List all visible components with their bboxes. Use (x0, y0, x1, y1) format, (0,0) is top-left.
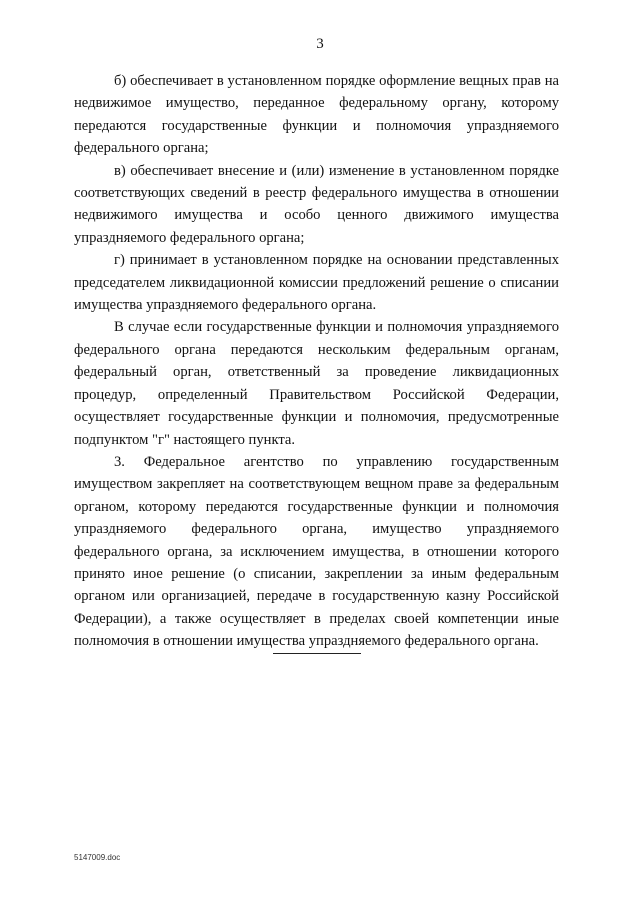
paragraph-b: б) обеспечивает в установленном порядке оформление вещных прав на недвижимое имущество, переданное федеральному органу, которому передаются государственные функции и полномочия упраздняемого федерального органа; (74, 73, 559, 157)
paragraph-item-3: 3. Федеральное агентство по управлению государственным имуществом закрепляет на соответствующем вещном праве за федеральным органом, которому передаются государственные функции и полномочия упраздняемого федерального органа, имущество упраздняемого федерального органа, за исключением имущества, в отношении которого принято иное решение (о списании, закреплении за иным федеральным органом или организацией, передаче в государственную казну Российской Федерации), а также осуществляет в пределах своей компетенции иные полномочия в отношении имущества упраздняемого федерального органа. (74, 453, 559, 650)
paragraph-g: г) принимает в установленном порядке на основании представленных председателем ликвидационной комиссии предложений решение о списании имущества упраздняемого федерального органа. (74, 252, 559, 314)
paragraph-multiple-organs: В случае если государственные функции и полномочия упраздняемого федерального органа передаются нескольким федеральным органам, федеральный орган, ответственный за проведение ликвидационных процедур, определенный Правительством Российской Федерации, осуществляет государственные функции и полномочия, предусмотренные подпунктом "г" настоящего пункта. (74, 319, 559, 448)
page-number: 3 (316, 36, 324, 52)
paragraph-v: в) обеспечивает внесение и (или) изменение в установленном порядке соответствующих сведений в реестр федерального имущества в отношении недвижимого имущества и особо ценного движимого имущества упраздняемого федерального органа; (74, 162, 559, 246)
footer-filename: 5147009.doc (74, 853, 121, 862)
document-body (74, 70, 559, 653)
end-divider (273, 653, 361, 654)
